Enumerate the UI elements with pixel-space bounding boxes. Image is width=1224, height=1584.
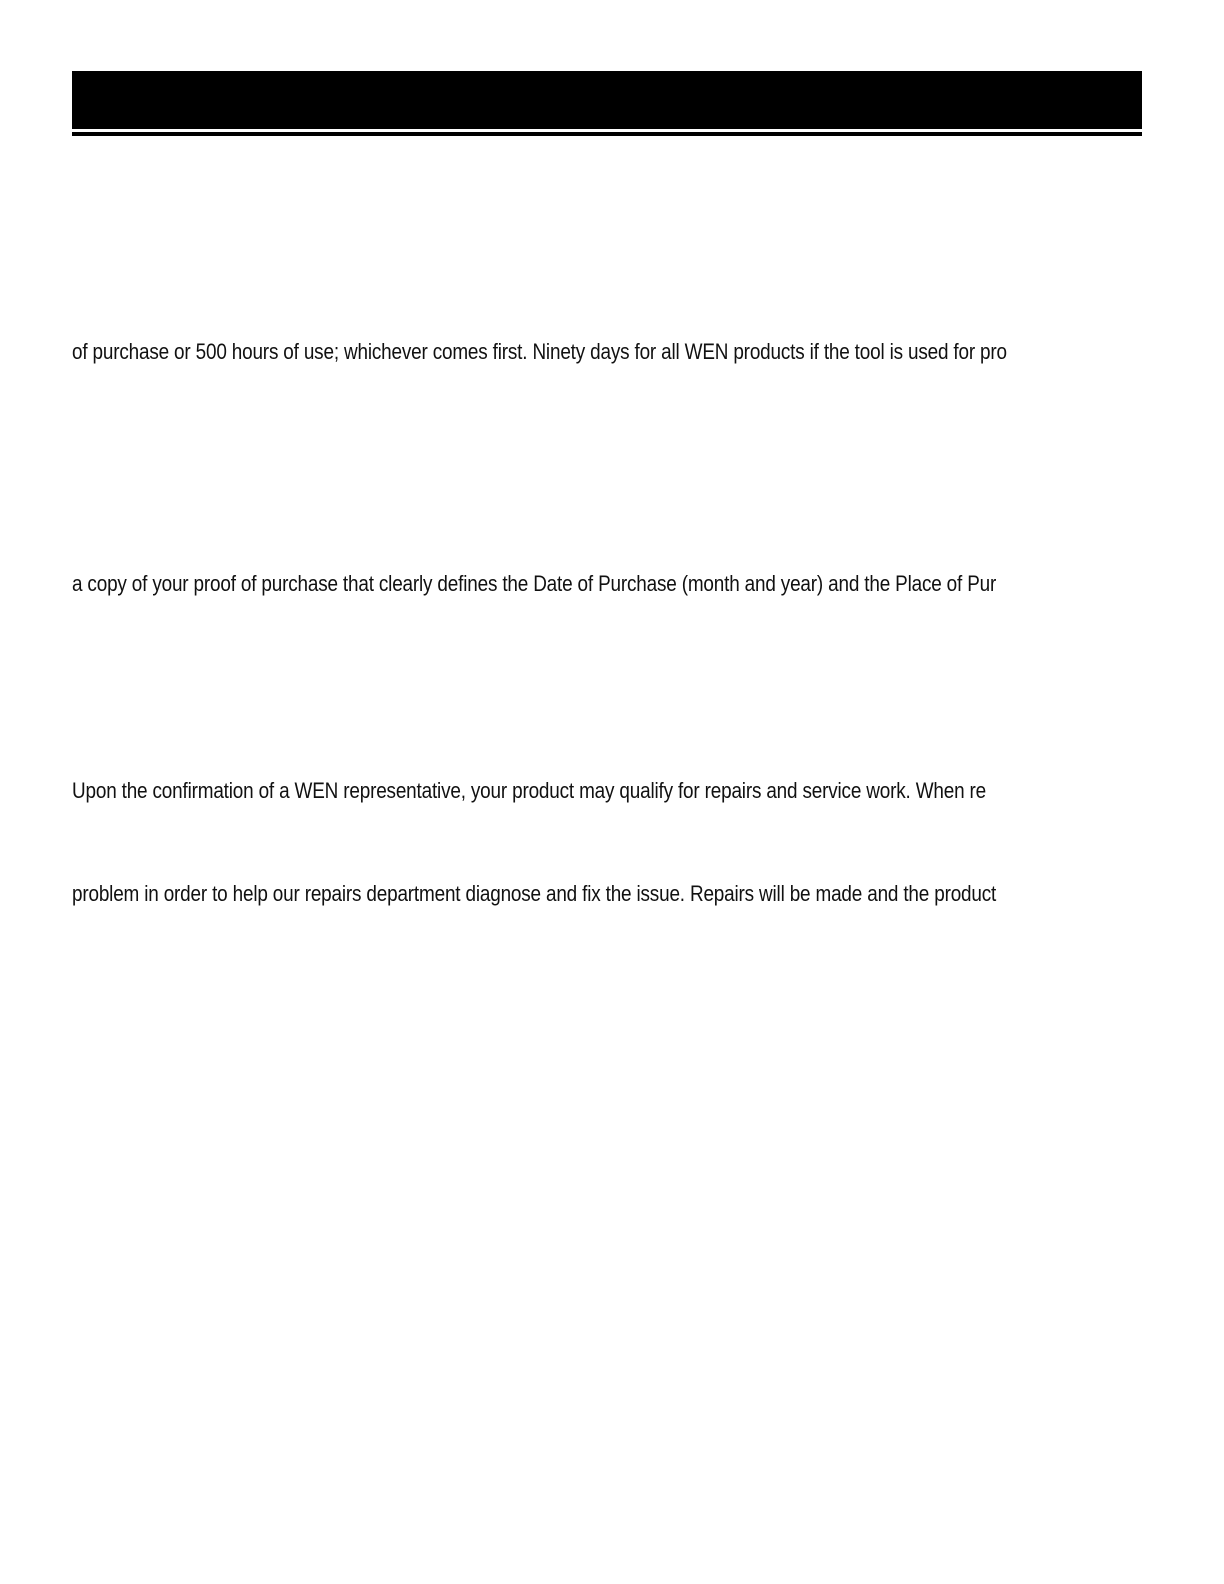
warranty-text-line-1: of purchase or 500 hours of use; whichever comes first. Ninety days for all WEN products if the tool is used for pro: [72, 339, 1007, 364]
header-divider: [72, 132, 1142, 136]
text-line-container: [72, 570, 1142, 600]
header-banner: [72, 71, 1142, 129]
text-line-container: [72, 777, 1142, 807]
warranty-text-line-4: problem in order to help our repairs department diagnose and fix the issue. Repairs will be made and the product: [72, 881, 997, 906]
warranty-text-line-3: Upon the confirmation of a WEN representative, your product may qualify for repairs and service work. When re: [72, 778, 987, 803]
text-line-container: [72, 880, 1142, 910]
text-line-container: [72, 338, 1142, 368]
warranty-text-line-2: a copy of your proof of purchase that clearly defines the Date of Purchase (month and year) and the Place of Pur: [72, 571, 997, 596]
